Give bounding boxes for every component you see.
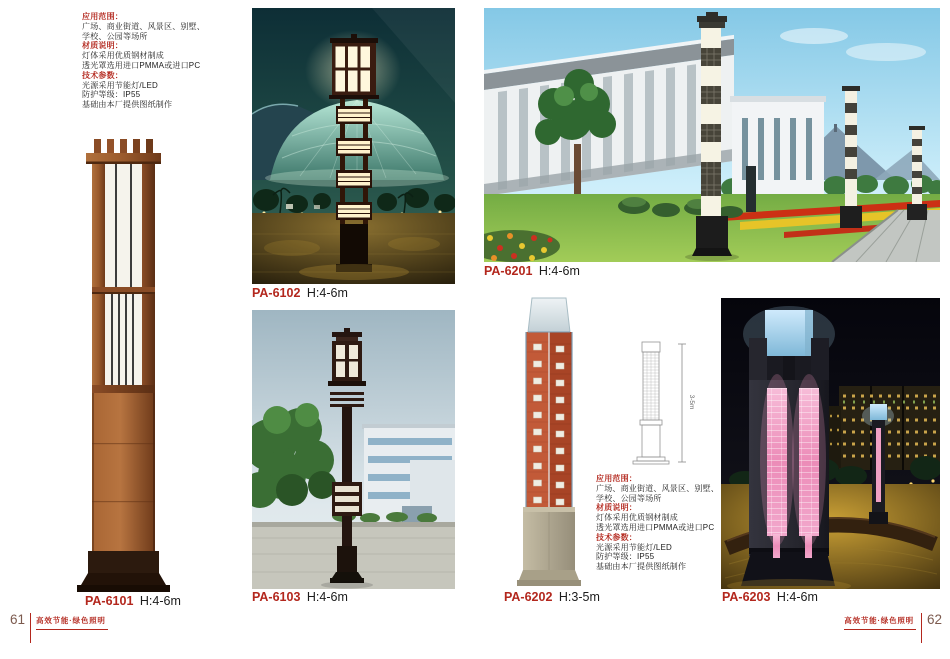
product-height: H:3-5m [558, 590, 600, 604]
dimension-label: 3-5m [688, 394, 695, 410]
product-photo-pa6201 [484, 8, 940, 262]
spec-block-right [596, 474, 719, 572]
spec-text: 广场、商业街道、风景区、别墅、 [82, 21, 205, 31]
page-number: 62 [926, 612, 942, 627]
spec-block-left [82, 12, 205, 110]
product-label-pa6101 [85, 595, 181, 608]
product-code: PA-6201 [484, 264, 533, 278]
spec-heading-application: 应用范围： [82, 12, 123, 21]
spec-text: 灯体采用优质钢材制成 [596, 513, 678, 523]
product-height: H:4-6m [139, 594, 181, 608]
spec-text: 灯体采用优质钢材制成 [82, 51, 164, 61]
product-height: H:4-6m [776, 590, 818, 604]
product-code: PA-6101 [85, 594, 134, 608]
product-height: H:4-6m [306, 286, 348, 300]
spec-heading-application: 应用范围： [596, 474, 637, 483]
product-photo-pa6102 [252, 8, 455, 284]
spec-text: 防护等级：IP55 [82, 90, 141, 100]
page-footer-right [844, 613, 942, 643]
spec-text: 基础由本厂提供图纸制作 [596, 562, 687, 572]
footer-divider [30, 613, 31, 643]
product-code: PA-6202 [504, 590, 553, 604]
technical-drawing-pa6202 [612, 332, 712, 468]
product-render-pa6202 [497, 292, 601, 588]
product-code: PA-6103 [252, 590, 301, 604]
product-render-pa6101 [52, 133, 230, 593]
spec-text: 学校、公园等场所 [82, 31, 148, 41]
spec-heading-technical: 技术参数： [82, 70, 123, 80]
footer-slogan: 高效节能·绿色照明 [844, 614, 916, 630]
product-label-pa6201 [484, 265, 580, 278]
product-height: H:4-6m [538, 264, 580, 278]
spec-heading-technical: 技术参数： [596, 532, 637, 542]
page-number: 61 [10, 612, 26, 627]
product-code: PA-6203 [722, 590, 771, 604]
spec-text: 光源采用节能灯/LED [82, 80, 158, 90]
spec-heading-material: 材质说明： [82, 41, 123, 51]
product-label-pa6202 [504, 591, 600, 604]
page-footer-left [10, 613, 108, 643]
spec-text: 光源采用节能灯/LED [596, 542, 672, 552]
product-label-pa6103 [252, 591, 348, 604]
product-label-pa6203 [722, 591, 818, 604]
footer-slogan: 高效节能·绿色照明 [36, 614, 108, 630]
spec-text: 学校、公园等场所 [596, 493, 662, 503]
product-label-pa6102 [252, 287, 348, 300]
spec-heading-material: 材质说明： [596, 503, 637, 513]
spec-text: 广场、商业街道、风景区、别墅、 [596, 483, 719, 493]
footer-divider [921, 613, 922, 643]
spec-text: 透光罩选用进口PMMA或进口PC [82, 60, 201, 70]
spec-text: 基础由本厂提供图纸制作 [82, 100, 173, 110]
spec-text: 防护等级：IP55 [596, 552, 655, 562]
product-code: PA-6102 [252, 286, 301, 300]
product-photo-pa6203 [721, 298, 940, 589]
product-photo-pa6103 [252, 310, 455, 589]
product-height: H:4-6m [306, 590, 348, 604]
spec-text: 透光罩选用进口PMMA或进口PC [596, 522, 715, 532]
